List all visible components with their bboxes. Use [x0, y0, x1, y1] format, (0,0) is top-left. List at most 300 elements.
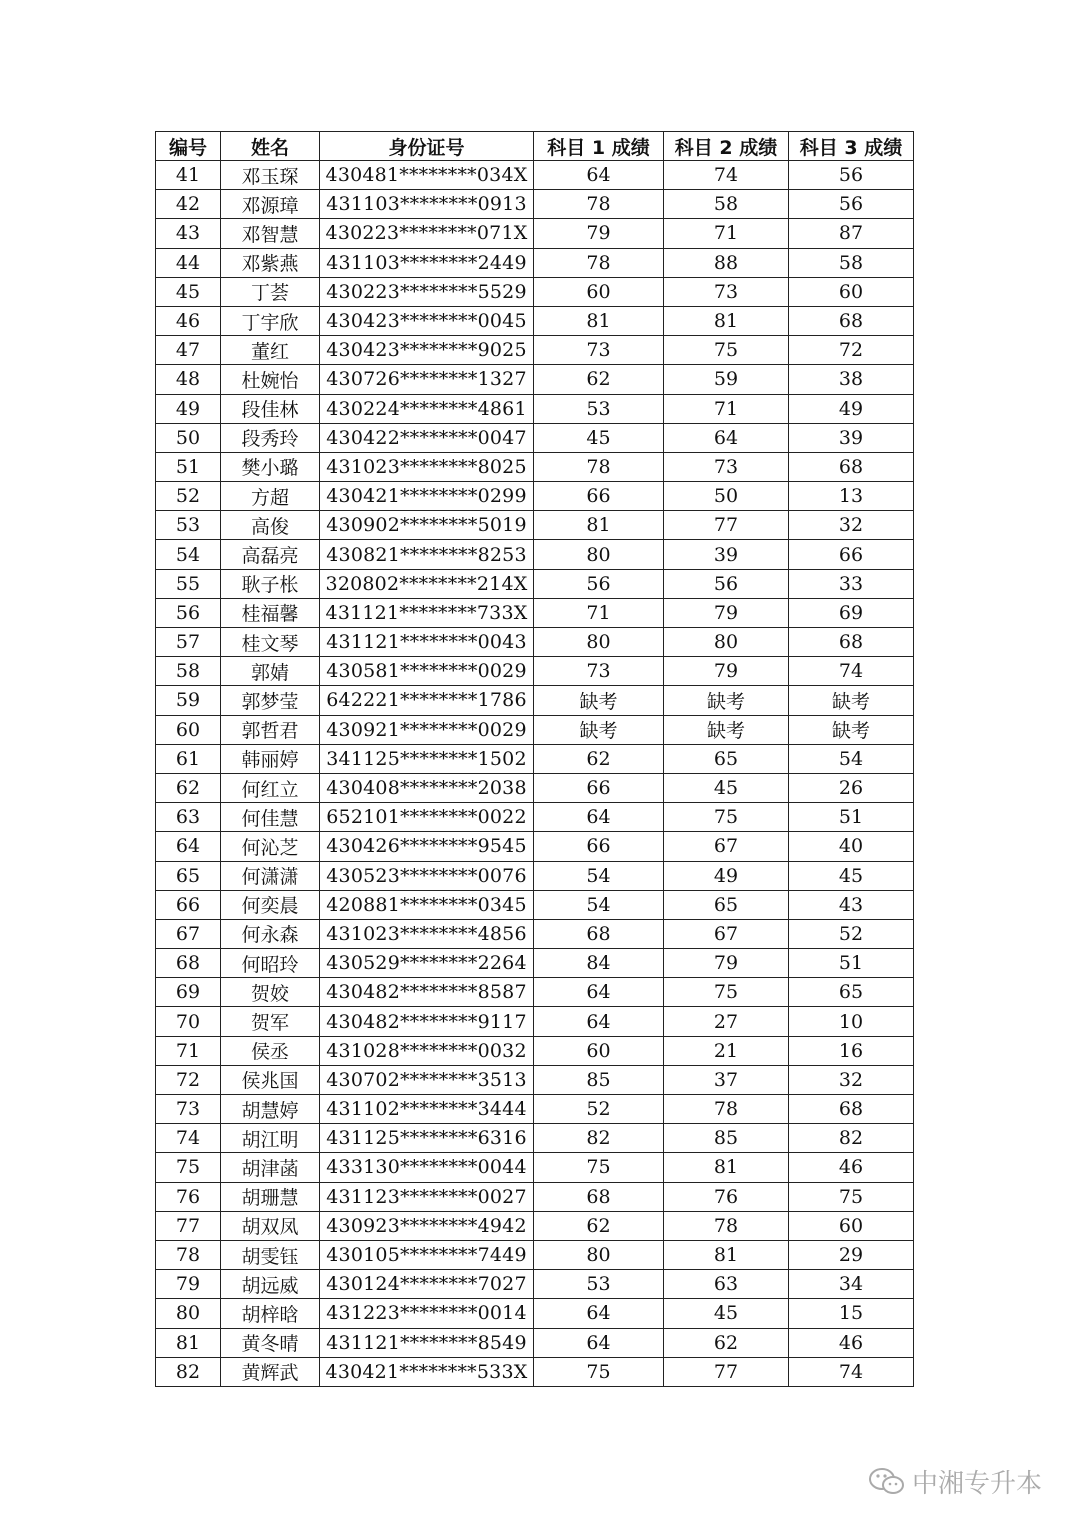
cell-subject3-score: 72 [789, 336, 914, 365]
cell-name: 胡远威 [221, 1270, 320, 1299]
cell-id-number: 430421********533X [320, 1357, 534, 1386]
cell-id-number: 430105********7449 [320, 1240, 534, 1269]
cell-subject1-score: 64 [534, 803, 664, 832]
cell-subject3-score: 68 [789, 628, 914, 657]
cell-subject1-score: 81 [534, 511, 664, 540]
cell-name: 胡珊慧 [221, 1182, 320, 1211]
table-row [156, 1240, 914, 1269]
cell-number: 82 [156, 1357, 221, 1386]
cell-number: 57 [156, 628, 221, 657]
cell-subject2-score: 63 [664, 1270, 789, 1299]
cell-subject2-score: 75 [664, 978, 789, 1007]
cell-id-number: 430408********2038 [320, 773, 534, 802]
cell-subject3-score: 52 [789, 919, 914, 948]
cell-number: 74 [156, 1124, 221, 1153]
cell-subject3-score: 74 [789, 657, 914, 686]
cell-number: 61 [156, 744, 221, 773]
cell-name: 耿子枨 [221, 569, 320, 598]
cell-name: 樊小璐 [221, 452, 320, 481]
table-row [156, 190, 914, 219]
cell-subject1-score: 54 [534, 890, 664, 919]
cell-name: 方超 [221, 482, 320, 511]
cell-subject1-score: 64 [534, 161, 664, 190]
cell-subject2-score: 64 [664, 423, 789, 452]
cell-subject2-score: 58 [664, 190, 789, 219]
cell-name: 段秀玲 [221, 423, 320, 452]
cell-number: 42 [156, 190, 221, 219]
header-name: 姓名 [221, 132, 320, 161]
cell-number: 66 [156, 890, 221, 919]
cell-name: 高磊亮 [221, 540, 320, 569]
cell-name: 胡雯钰 [221, 1240, 320, 1269]
cell-id-number: 430581********0029 [320, 657, 534, 686]
cell-number: 58 [156, 657, 221, 686]
header-row [156, 132, 914, 161]
cell-subject3-score: 29 [789, 1240, 914, 1269]
cell-subject3-score: 缺考 [789, 715, 914, 744]
cell-subject2-score: 56 [664, 569, 789, 598]
cell-subject2-score: 缺考 [664, 715, 789, 744]
cell-name: 丁荟 [221, 277, 320, 306]
cell-name: 何奕晨 [221, 890, 320, 919]
cell-subject3-score: 58 [789, 248, 914, 277]
cell-subject2-score: 49 [664, 861, 789, 890]
cell-subject2-score: 80 [664, 628, 789, 657]
table-row [156, 861, 914, 890]
wechat-icon [868, 1466, 906, 1498]
cell-subject2-score: 65 [664, 744, 789, 773]
cell-name: 杜婉怡 [221, 365, 320, 394]
cell-name: 胡慧婷 [221, 1095, 320, 1124]
cell-subject3-score: 26 [789, 773, 914, 802]
cell-subject3-score: 32 [789, 1065, 914, 1094]
cell-subject3-score: 15 [789, 1299, 914, 1328]
cell-subject3-score: 65 [789, 978, 914, 1007]
header-subject2-score: 科目 2 成绩 [664, 132, 789, 161]
cell-subject1-score: 53 [534, 1270, 664, 1299]
table-row [156, 394, 914, 423]
cell-id-number: 430702********3513 [320, 1065, 534, 1094]
cell-name: 何佳慧 [221, 803, 320, 832]
table-row [156, 569, 914, 598]
table-row [156, 1299, 914, 1328]
cell-id-number: 320802********214X [320, 569, 534, 598]
cell-number: 51 [156, 452, 221, 481]
cell-id-number: 642221********1786 [320, 686, 534, 715]
table-row [156, 1270, 914, 1299]
cell-subject1-score: 81 [534, 306, 664, 335]
cell-number: 73 [156, 1095, 221, 1124]
cell-id-number: 430223********071X [320, 219, 534, 248]
cell-name: 丁宇欣 [221, 306, 320, 335]
cell-subject1-score: 80 [534, 540, 664, 569]
cell-id-number: 430426********9545 [320, 832, 534, 861]
cell-subject2-score: 21 [664, 1036, 789, 1065]
table-row [156, 686, 914, 715]
cell-subject2-score: 67 [664, 919, 789, 948]
cell-subject2-score: 67 [664, 832, 789, 861]
cell-id-number: 431121********8549 [320, 1328, 534, 1357]
cell-number: 72 [156, 1065, 221, 1094]
cell-id-number: 430423********9025 [320, 336, 534, 365]
cell-subject3-score: 49 [789, 394, 914, 423]
cell-subject3-score: 缺考 [789, 686, 914, 715]
cell-subject3-score: 32 [789, 511, 914, 540]
cell-subject3-score: 33 [789, 569, 914, 598]
cell-name: 邓智慧 [221, 219, 320, 248]
table-row [156, 306, 914, 335]
cell-subject1-score: 60 [534, 1036, 664, 1065]
cell-name: 何昭玲 [221, 949, 320, 978]
cell-subject3-score: 54 [789, 744, 914, 773]
cell-subject3-score: 38 [789, 365, 914, 394]
cell-subject3-score: 82 [789, 1124, 914, 1153]
cell-id-number: 430529********2264 [320, 949, 534, 978]
table-row [156, 277, 914, 306]
cell-subject3-score: 75 [789, 1182, 914, 1211]
cell-subject2-score: 79 [664, 598, 789, 627]
cell-subject2-score: 81 [664, 306, 789, 335]
cell-id-number: 431023********8025 [320, 452, 534, 481]
cell-subject1-score: 54 [534, 861, 664, 890]
table-row [156, 803, 914, 832]
cell-name: 黄辉武 [221, 1357, 320, 1386]
cell-number: 43 [156, 219, 221, 248]
table-row [156, 1065, 914, 1094]
cell-subject2-score: 73 [664, 452, 789, 481]
table-row [156, 890, 914, 919]
cell-subject2-score: 75 [664, 803, 789, 832]
cell-name: 董红 [221, 336, 320, 365]
cell-name: 桂文琴 [221, 628, 320, 657]
cell-subject1-score: 84 [534, 949, 664, 978]
cell-number: 78 [156, 1240, 221, 1269]
cell-name: 高俊 [221, 511, 320, 540]
cell-number: 60 [156, 715, 221, 744]
cell-subject3-score: 51 [789, 949, 914, 978]
cell-id-number: 433130********0044 [320, 1153, 534, 1182]
cell-subject1-score: 62 [534, 365, 664, 394]
cell-name: 何潇潇 [221, 861, 320, 890]
table-row [156, 1095, 914, 1124]
cell-subject1-score: 80 [534, 1240, 664, 1269]
cell-id-number: 431103********0913 [320, 190, 534, 219]
table-row [156, 657, 914, 686]
cell-subject2-score: 45 [664, 1299, 789, 1328]
cell-name: 何红立 [221, 773, 320, 802]
cell-number: 48 [156, 365, 221, 394]
cell-number: 81 [156, 1328, 221, 1357]
cell-subject2-score: 37 [664, 1065, 789, 1094]
cell-id-number: 430223********5529 [320, 277, 534, 306]
cell-subject1-score: 66 [534, 482, 664, 511]
cell-subject2-score: 74 [664, 161, 789, 190]
cell-subject1-score: 75 [534, 1357, 664, 1386]
cell-subject3-score: 46 [789, 1153, 914, 1182]
cell-subject3-score: 56 [789, 190, 914, 219]
cell-number: 64 [156, 832, 221, 861]
cell-subject3-score: 69 [789, 598, 914, 627]
cell-subject2-score: 73 [664, 277, 789, 306]
header-id-number: 身份证号 [320, 132, 534, 161]
table-row [156, 1036, 914, 1065]
cell-subject2-score: 39 [664, 540, 789, 569]
cell-subject1-score: 缺考 [534, 715, 664, 744]
cell-subject1-score: 73 [534, 336, 664, 365]
cell-name: 胡双凤 [221, 1211, 320, 1240]
cell-subject2-score: 81 [664, 1240, 789, 1269]
cell-subject1-score: 80 [534, 628, 664, 657]
cell-subject3-score: 34 [789, 1270, 914, 1299]
cell-number: 56 [156, 598, 221, 627]
cell-subject2-score: 79 [664, 657, 789, 686]
cell-subject2-score: 77 [664, 511, 789, 540]
cell-subject1-score: 66 [534, 832, 664, 861]
table-row [156, 540, 914, 569]
cell-subject3-score: 45 [789, 861, 914, 890]
cell-name: 郭梦莹 [221, 686, 320, 715]
cell-id-number: 430523********0076 [320, 861, 534, 890]
cell-name: 何沁芝 [221, 832, 320, 861]
table-row [156, 1182, 914, 1211]
cell-id-number: 431121********0043 [320, 628, 534, 657]
cell-id-number: 431028********0032 [320, 1036, 534, 1065]
table-row [156, 1357, 914, 1386]
cell-subject3-score: 43 [789, 890, 914, 919]
cell-subject1-score: 53 [534, 394, 664, 423]
cell-subject2-score: 81 [664, 1153, 789, 1182]
cell-subject1-score: 62 [534, 744, 664, 773]
cell-id-number: 431102********3444 [320, 1095, 534, 1124]
cell-subject3-score: 60 [789, 1211, 914, 1240]
table-row [156, 1328, 914, 1357]
cell-id-number: 430124********7027 [320, 1270, 534, 1299]
table-row [156, 1007, 914, 1036]
table-row [156, 423, 914, 452]
table-row [156, 715, 914, 744]
cell-id-number: 430481********034X [320, 161, 534, 190]
cell-subject3-score: 68 [789, 1095, 914, 1124]
cell-subject1-score: 60 [534, 277, 664, 306]
cell-subject3-score: 66 [789, 540, 914, 569]
cell-subject2-score: 50 [664, 482, 789, 511]
cell-subject3-score: 16 [789, 1036, 914, 1065]
cell-number: 49 [156, 394, 221, 423]
header-subject1-score: 科目 1 成绩 [534, 132, 664, 161]
cell-subject1-score: 64 [534, 1007, 664, 1036]
cell-number: 67 [156, 919, 221, 948]
cell-name: 贺姣 [221, 978, 320, 1007]
cell-subject1-score: 68 [534, 1182, 664, 1211]
cell-subject2-score: 88 [664, 248, 789, 277]
cell-id-number: 431125********6316 [320, 1124, 534, 1153]
table-row [156, 1124, 914, 1153]
cell-name: 胡梓晗 [221, 1299, 320, 1328]
cell-id-number: 430902********5019 [320, 511, 534, 540]
header-number: 编号 [156, 132, 221, 161]
cell-subject2-score: 62 [664, 1328, 789, 1357]
cell-id-number: 430923********4942 [320, 1211, 534, 1240]
cell-number: 44 [156, 248, 221, 277]
cell-subject2-score: 45 [664, 773, 789, 802]
table-row [156, 773, 914, 802]
cell-subject1-score: 56 [534, 569, 664, 598]
cell-id-number: 431023********4856 [320, 919, 534, 948]
table-row [156, 1211, 914, 1240]
cell-number: 62 [156, 773, 221, 802]
table-row [156, 452, 914, 481]
cell-number: 68 [156, 949, 221, 978]
cell-number: 53 [156, 511, 221, 540]
cell-id-number: 420881********0345 [320, 890, 534, 919]
cell-subject3-score: 68 [789, 452, 914, 481]
cell-id-number: 430421********0299 [320, 482, 534, 511]
cell-subject3-score: 56 [789, 161, 914, 190]
watermark [868, 1463, 1042, 1500]
cell-number: 76 [156, 1182, 221, 1211]
watermark-text: 中湘专升本 [912, 1469, 1043, 1499]
cell-name: 段佳林 [221, 394, 320, 423]
cell-subject2-score: 78 [664, 1095, 789, 1124]
cell-name: 胡江明 [221, 1124, 320, 1153]
cell-subject2-score: 76 [664, 1182, 789, 1211]
cell-id-number: 430422********0047 [320, 423, 534, 452]
cell-number: 69 [156, 978, 221, 1007]
table-row [156, 511, 914, 540]
table-row [156, 1153, 914, 1182]
cell-subject1-score: 78 [534, 452, 664, 481]
cell-subject1-score: 64 [534, 978, 664, 1007]
cell-number: 65 [156, 861, 221, 890]
table-row [156, 482, 914, 511]
cell-id-number: 431121********733X [320, 598, 534, 627]
cell-id-number: 652101********0022 [320, 803, 534, 832]
cell-name: 韩丽婷 [221, 744, 320, 773]
cell-subject2-score: 75 [664, 336, 789, 365]
cell-subject2-score: 59 [664, 365, 789, 394]
cell-subject1-score: 75 [534, 1153, 664, 1182]
cell-name: 侯兆国 [221, 1065, 320, 1094]
cell-subject1-score: 68 [534, 919, 664, 948]
cell-subject1-score: 78 [534, 248, 664, 277]
cell-subject3-score: 39 [789, 423, 914, 452]
cell-subject3-score: 51 [789, 803, 914, 832]
cell-subject2-score: 缺考 [664, 686, 789, 715]
cell-id-number: 431123********0027 [320, 1182, 534, 1211]
cell-name: 贺军 [221, 1007, 320, 1036]
cell-subject2-score: 71 [664, 219, 789, 248]
cell-number: 55 [156, 569, 221, 598]
cell-id-number: 430482********9117 [320, 1007, 534, 1036]
cell-id-number: 431223********0014 [320, 1299, 534, 1328]
cell-subject1-score: 45 [534, 423, 664, 452]
table-row [156, 949, 914, 978]
cell-subject1-score: 52 [534, 1095, 664, 1124]
cell-subject2-score: 78 [664, 1211, 789, 1240]
cell-name: 桂福馨 [221, 598, 320, 627]
cell-name: 郭哲君 [221, 715, 320, 744]
cell-number: 79 [156, 1270, 221, 1299]
cell-number: 45 [156, 277, 221, 306]
cell-number: 70 [156, 1007, 221, 1036]
cell-subject3-score: 74 [789, 1357, 914, 1386]
cell-number: 77 [156, 1211, 221, 1240]
cell-subject3-score: 10 [789, 1007, 914, 1036]
cell-number: 54 [156, 540, 221, 569]
cell-id-number: 431103********2449 [320, 248, 534, 277]
table-row [156, 832, 914, 861]
table-row [156, 365, 914, 394]
cell-subject1-score: 缺考 [534, 686, 664, 715]
cell-subject1-score: 62 [534, 1211, 664, 1240]
cell-name: 黄冬晴 [221, 1328, 320, 1357]
cell-name: 邓玉琛 [221, 161, 320, 190]
cell-id-number: 430423********0045 [320, 306, 534, 335]
table-row [156, 248, 914, 277]
cell-subject1-score: 73 [534, 657, 664, 686]
cell-subject2-score: 65 [664, 890, 789, 919]
cell-subject3-score: 68 [789, 306, 914, 335]
table-row [156, 336, 914, 365]
cell-subject2-score: 27 [664, 1007, 789, 1036]
cell-subject1-score: 85 [534, 1065, 664, 1094]
cell-subject1-score: 64 [534, 1328, 664, 1357]
cell-number: 63 [156, 803, 221, 832]
table-row [156, 598, 914, 627]
table-row [156, 219, 914, 248]
cell-number: 80 [156, 1299, 221, 1328]
cell-subject3-score: 87 [789, 219, 914, 248]
table-body [156, 161, 914, 1387]
cell-subject3-score: 60 [789, 277, 914, 306]
cell-id-number: 430821********8253 [320, 540, 534, 569]
table-row [156, 161, 914, 190]
cell-number: 71 [156, 1036, 221, 1065]
cell-number: 52 [156, 482, 221, 511]
cell-id-number: 430482********8587 [320, 978, 534, 1007]
cell-subject1-score: 78 [534, 190, 664, 219]
cell-number: 47 [156, 336, 221, 365]
cell-subject2-score: 79 [664, 949, 789, 978]
cell-number: 59 [156, 686, 221, 715]
table-row [156, 919, 914, 948]
table-row [156, 744, 914, 773]
header-subject3-score: 科目 3 成绩 [789, 132, 914, 161]
cell-subject1-score: 82 [534, 1124, 664, 1153]
cell-name: 何永森 [221, 919, 320, 948]
cell-subject3-score: 46 [789, 1328, 914, 1357]
cell-id-number: 430224********4861 [320, 394, 534, 423]
cell-id-number: 430921********0029 [320, 715, 534, 744]
cell-number: 41 [156, 161, 221, 190]
table-row [156, 628, 914, 657]
cell-name: 郭婧 [221, 657, 320, 686]
cell-subject1-score: 64 [534, 1299, 664, 1328]
cell-number: 46 [156, 306, 221, 335]
cell-id-number: 430726********1327 [320, 365, 534, 394]
cell-subject2-score: 77 [664, 1357, 789, 1386]
cell-subject2-score: 71 [664, 394, 789, 423]
cell-subject3-score: 13 [789, 482, 914, 511]
cell-name: 胡津菡 [221, 1153, 320, 1182]
score-table [155, 131, 914, 1387]
cell-name: 邓源璋 [221, 190, 320, 219]
cell-subject1-score: 66 [534, 773, 664, 802]
cell-number: 75 [156, 1153, 221, 1182]
cell-name: 侯丞 [221, 1036, 320, 1065]
cell-name: 邓紫燕 [221, 248, 320, 277]
cell-subject1-score: 71 [534, 598, 664, 627]
